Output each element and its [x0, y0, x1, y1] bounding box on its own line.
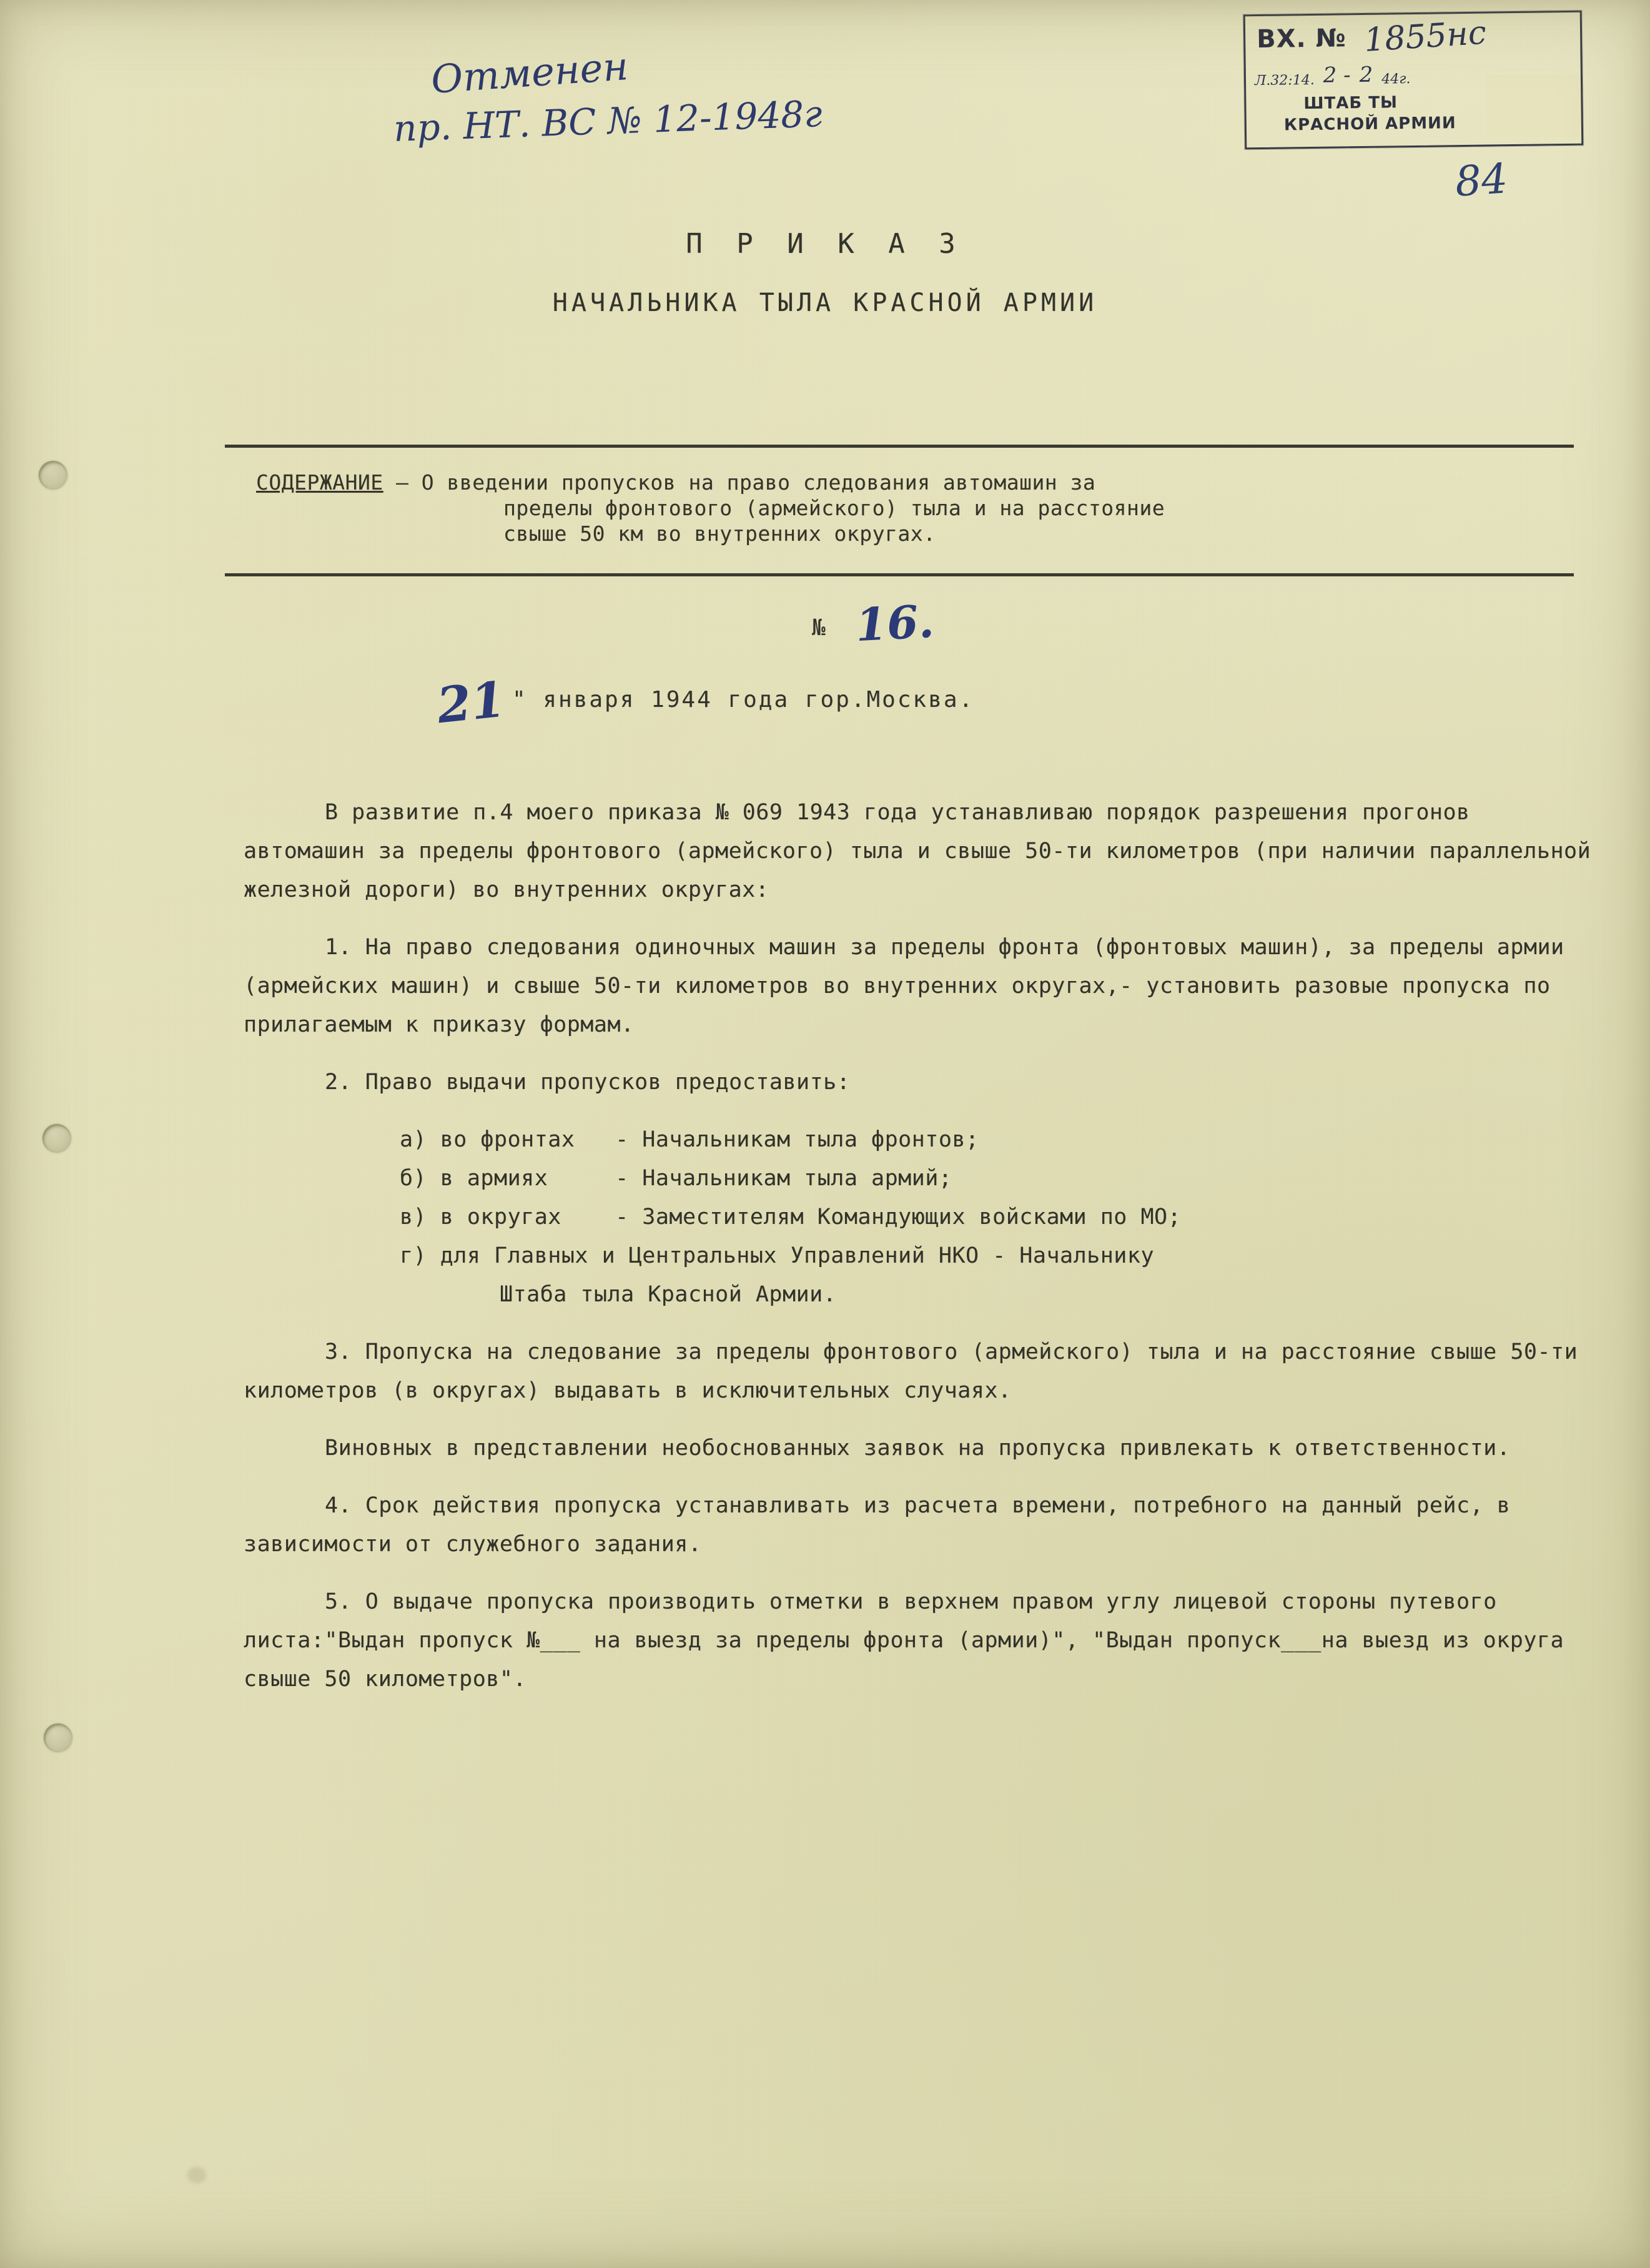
content-summary-line2: пределы фронтового (армейского) тыла и на расстояние [503, 496, 1165, 520]
stamp-org-line1: ШТАБ ТЫ [1303, 93, 1398, 114]
stamp-ref-tail: 44г. [1381, 71, 1411, 87]
page-subtitle: НАЧАЛЬНИКА ТЫЛА КРАСНОЙ АРМИИ [552, 288, 1098, 317]
page-title: П Р И К А З [686, 228, 964, 260]
body-paragraph: В развитие п.4 моего приказа № 069 1943 года устанавливаю порядок разрешения прогонов автомашин за пределы фронтового (армейского) тыла и свыше 50-ти километров (при наличии параллельной железной дороги) во внутренних округах: [244, 800, 1591, 902]
content-summary-line1: – О введении пропусков на право следования автомашин за [383, 470, 1096, 495]
stamp-ref-right: 2 [1359, 62, 1373, 88]
stamp-handwritten-number: 1855нс [1363, 14, 1488, 60]
body-paragraph: 2. Право выдачи пропусков предоставить: [325, 1070, 851, 1095]
list-item: в) в округах - Заместителям Командующих войсками по МО; [400, 1205, 1182, 1230]
list-item-continuation: Штаба тыла Красной Армии. [500, 1282, 837, 1307]
list-item: г) для Главных и Центральных Управлений НКО - Начальнику [400, 1243, 1155, 1268]
handwritten-cancel-line1: Отменен [429, 43, 630, 102]
body-paragraph: 4. Срок действия пропуска устанавливать из расчета времени, потребного на данный рейс, в зависимости от служебного задания. [244, 1493, 1511, 1557]
divider-bottom [225, 573, 1574, 576]
handwritten-cancel-line2: пр. НТ. ВС № 12-1948г [393, 92, 823, 150]
handwritten-page-number: 84 [1453, 154, 1509, 206]
content-summary-line3: свыше 50 км во внутренних округах. [503, 521, 936, 546]
list-item: б) в армиях - Начальникам тыла армий; [400, 1166, 952, 1191]
body-paragraph: 1. На право следования одиночных машин за пределы фронта (фронтовых машин), за пределы армии (армейских машин) и свыше 50-ти километров во внутренних округах,- установить разовые пропуска по прилагаемым к приказу формам. [244, 935, 1564, 1037]
stamp-edge-mask [1486, 75, 1580, 137]
order-number-label: № [812, 615, 826, 641]
body-paragraph: 5. О выдаче пропуска производить отметки в верхнем правом углу лицевой стороны путевого листа:"Выдан пропуск №___ на выезд за пределы фронта (армии)", "Выдан пропуск___на выезд из округа свыше 50 километров". [244, 1589, 1564, 1692]
body-paragraph: Виновных в представлении необоснованных заявок на пропуска привлекать к ответственности. [325, 1436, 1511, 1461]
punch-hole [42, 1124, 71, 1153]
content-summary [256, 470, 1574, 546]
document-body [244, 793, 1593, 1717]
order-date-line: " января 1944 года гор.Москва. [512, 687, 975, 712]
order-day-handwritten: 21 [434, 671, 508, 735]
body-paragraph: 3. Пропуска на следование за пределы фронтового (армейского) тыла и на расстояние свыше 50-ти километров (в округах) выдавать в исключительных случаях. [244, 1339, 1578, 1403]
punch-hole [44, 1723, 72, 1752]
order-number-value: 16. [854, 594, 936, 652]
paper-smudge [187, 2167, 206, 2183]
stamp-ref-left: Л.32:14. [1254, 72, 1315, 89]
stamp-ref-mid: 2 - [1323, 62, 1351, 88]
list-item: а) во фронтах - Начальникам тыла фронтов; [400, 1127, 979, 1152]
sub-items-list [244, 1120, 1593, 1314]
divider-top [225, 445, 1574, 448]
content-summary-label: СОДЕРЖАНИЕ [256, 470, 383, 495]
stamp-org-line2: КРАСНОЙ АРМИИ [1283, 114, 1456, 135]
punch-hole [39, 461, 67, 490]
stamp-label: ВХ. № [1256, 24, 1347, 54]
